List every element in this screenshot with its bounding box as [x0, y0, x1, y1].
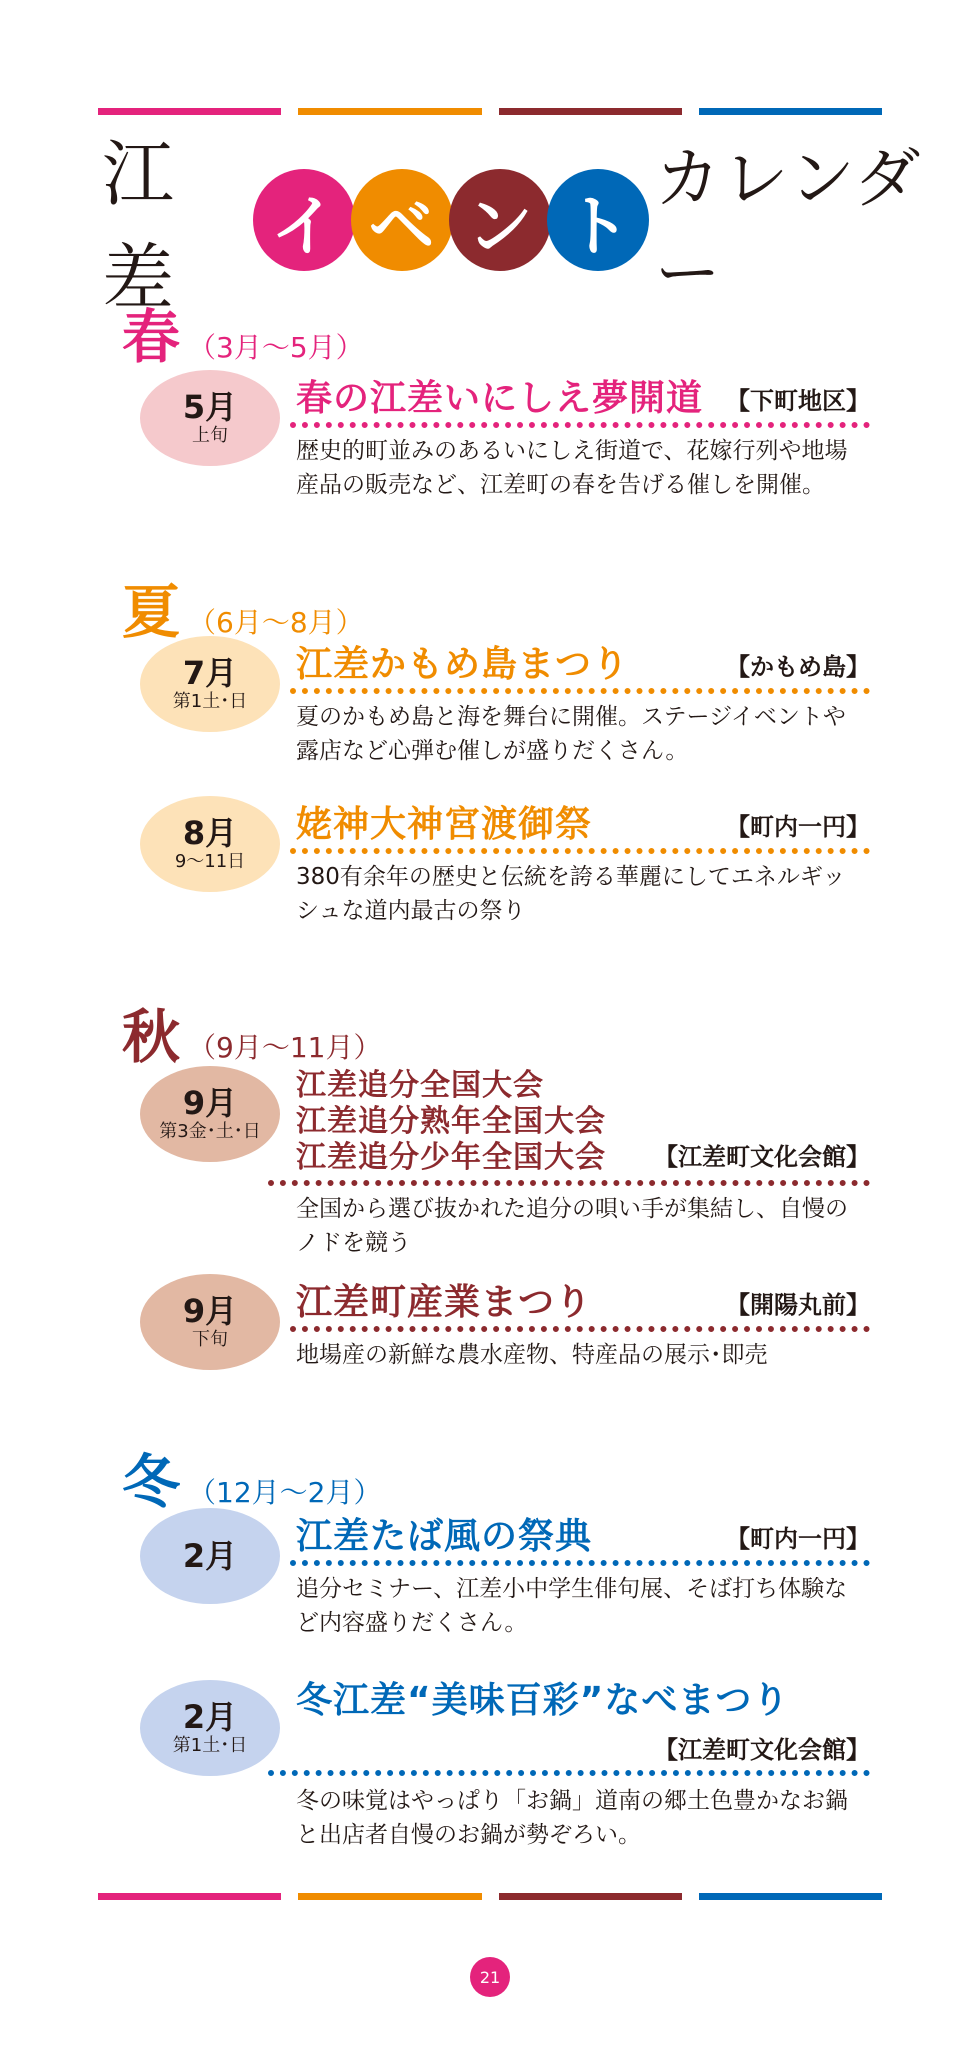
event-name-line: 春の江差いにしえ夢開道	[296, 378, 704, 419]
event-name	[296, 378, 703, 420]
event-name-line: 姥神大神宮渡御祭	[296, 804, 593, 845]
title-circle-blue: ト	[547, 169, 649, 271]
event-name	[296, 1282, 592, 1324]
season-range: （9月～11月）	[188, 1031, 382, 1064]
event-header	[296, 636, 870, 686]
season-kanji: 秋	[122, 1003, 181, 1071]
event-name-line: 江差追分熟年全国大会	[296, 1104, 606, 1139]
badge-when: 9～11日	[174, 851, 246, 872]
badge-when: 下旬	[192, 1329, 228, 1350]
event-name	[296, 1680, 789, 1722]
event-name	[296, 1068, 606, 1176]
page-title	[102, 132, 978, 320]
title-circle-maroon: ン	[449, 169, 551, 271]
event-place: 【開陽丸前】	[726, 1291, 870, 1319]
title-suffix: カレンダー	[654, 140, 923, 312]
season-range: （3月～5月）	[188, 331, 364, 364]
event-header	[296, 1066, 870, 1176]
event-place: 【江差町文化会館】	[654, 1736, 870, 1764]
event-header	[296, 1274, 870, 1324]
title-prefix: 江差	[102, 132, 177, 320]
dotted-divider	[268, 1770, 870, 1776]
event-header	[296, 370, 870, 420]
badge-when: 第1土･日	[172, 691, 248, 712]
event-description: 追分セミナー、江差小中学生俳句展、そば打ち体験など内容盛りだくさん。	[296, 1576, 848, 1636]
event-description: 380有余年の歴史と伝統を誇る華麗にしてエネルギッシュな道内最古の祭り	[296, 864, 846, 924]
rule-segment-blue	[699, 108, 882, 115]
dotted-divider	[290, 1326, 870, 1332]
event-name-line: 江差町産業まつり	[296, 1282, 593, 1323]
title-circles	[253, 169, 645, 271]
badge-when: 第1土･日	[172, 1735, 248, 1756]
event-description: 歴史的町並みのあるいにしえ街道で、花嫁行列や地場産品の販売など、江差町の春を告げる催しを開催。	[296, 438, 848, 498]
date-badge	[140, 1274, 280, 1370]
event-header	[296, 1508, 870, 1558]
season-range: （12月～2月）	[188, 1476, 382, 1509]
rule-segment-pink	[98, 108, 281, 115]
dotted-divider	[268, 1180, 870, 1186]
rule-segment-orange	[298, 108, 481, 115]
title-circle-orange: ベ	[351, 169, 453, 271]
season-kanji: 春	[122, 303, 181, 371]
date-badge	[140, 370, 280, 466]
event-description: 冬の味覚はやっぱり「お鍋」道南の郷土色豊かなお鍋と出店者自慢のお鍋が勢ぞろい。	[296, 1788, 848, 1848]
date-badge	[140, 636, 280, 732]
badge-month: 9月	[182, 1292, 238, 1330]
event-place: 【江差町文化会館】	[654, 1143, 870, 1171]
event-name	[296, 804, 592, 846]
event-description: 夏のかもめ島と海を舞台に開催。ステージイベントや露店など心弾む催しが盛りだくさん。	[296, 704, 846, 764]
badge-when: 上旬	[192, 425, 228, 446]
rule-segment-blue	[699, 1893, 882, 1900]
event-description: 全国から選び抜かれた追分の唄い手が集結し、自慢のノドを競う	[296, 1196, 848, 1256]
title-circle-pink: イ	[253, 169, 355, 271]
event-name-line: 江差たば風の祭典	[296, 1516, 593, 1557]
event-place: 【町内一円】	[726, 813, 870, 841]
event-name-line: 冬江差“美味百彩”なべまつり	[296, 1680, 790, 1721]
badge-month: 2月	[182, 1537, 238, 1575]
badge-month: 8月	[182, 814, 238, 852]
event-header	[296, 796, 870, 846]
dotted-divider	[290, 848, 870, 854]
page-number: 21	[470, 1957, 510, 1997]
badge-month: 5月	[182, 388, 238, 426]
date-badge	[140, 1066, 280, 1162]
badge-when: 第3金･土･日	[159, 1121, 261, 1142]
dotted-divider	[290, 1560, 870, 1566]
season-kanji: 冬	[122, 1448, 181, 1516]
rule-segment-maroon	[499, 1893, 682, 1900]
date-badge	[140, 1680, 280, 1776]
badge-month: 9月	[182, 1084, 238, 1122]
top-color-rule	[98, 108, 882, 115]
rule-segment-orange	[298, 1893, 481, 1900]
badge-month: 7月	[182, 654, 238, 692]
event-place: 【町内一円】	[726, 1525, 870, 1553]
rule-segment-maroon	[499, 108, 682, 115]
season-range: （6月～8月）	[188, 606, 364, 639]
event-name-line: 江差追分全国大会	[296, 1068, 544, 1103]
season-heading-winter	[122, 1435, 381, 1519]
season-heading-spring	[122, 290, 364, 374]
bottom-color-rule	[98, 1893, 882, 1900]
dotted-divider	[290, 422, 870, 428]
season-kanji: 夏	[122, 578, 181, 646]
dotted-divider	[290, 688, 870, 694]
rule-segment-pink	[98, 1893, 281, 1900]
date-badge	[140, 1508, 280, 1604]
event-place: 【かもめ島】	[726, 653, 870, 681]
event-name-line: 江差かもめ島まつり	[296, 644, 630, 685]
event-name	[296, 1516, 592, 1558]
badge-month: 2月	[182, 1698, 238, 1736]
date-badge	[140, 796, 280, 892]
event-name	[296, 644, 629, 686]
event-description: 地場産の新鮮な農水産物、特産品の展示･即売	[296, 1342, 768, 1368]
season-heading-autumn	[122, 990, 381, 1074]
event-name-line: 江差追分少年全国大会	[296, 1140, 606, 1175]
event-place: 【下町地区】	[726, 387, 870, 415]
